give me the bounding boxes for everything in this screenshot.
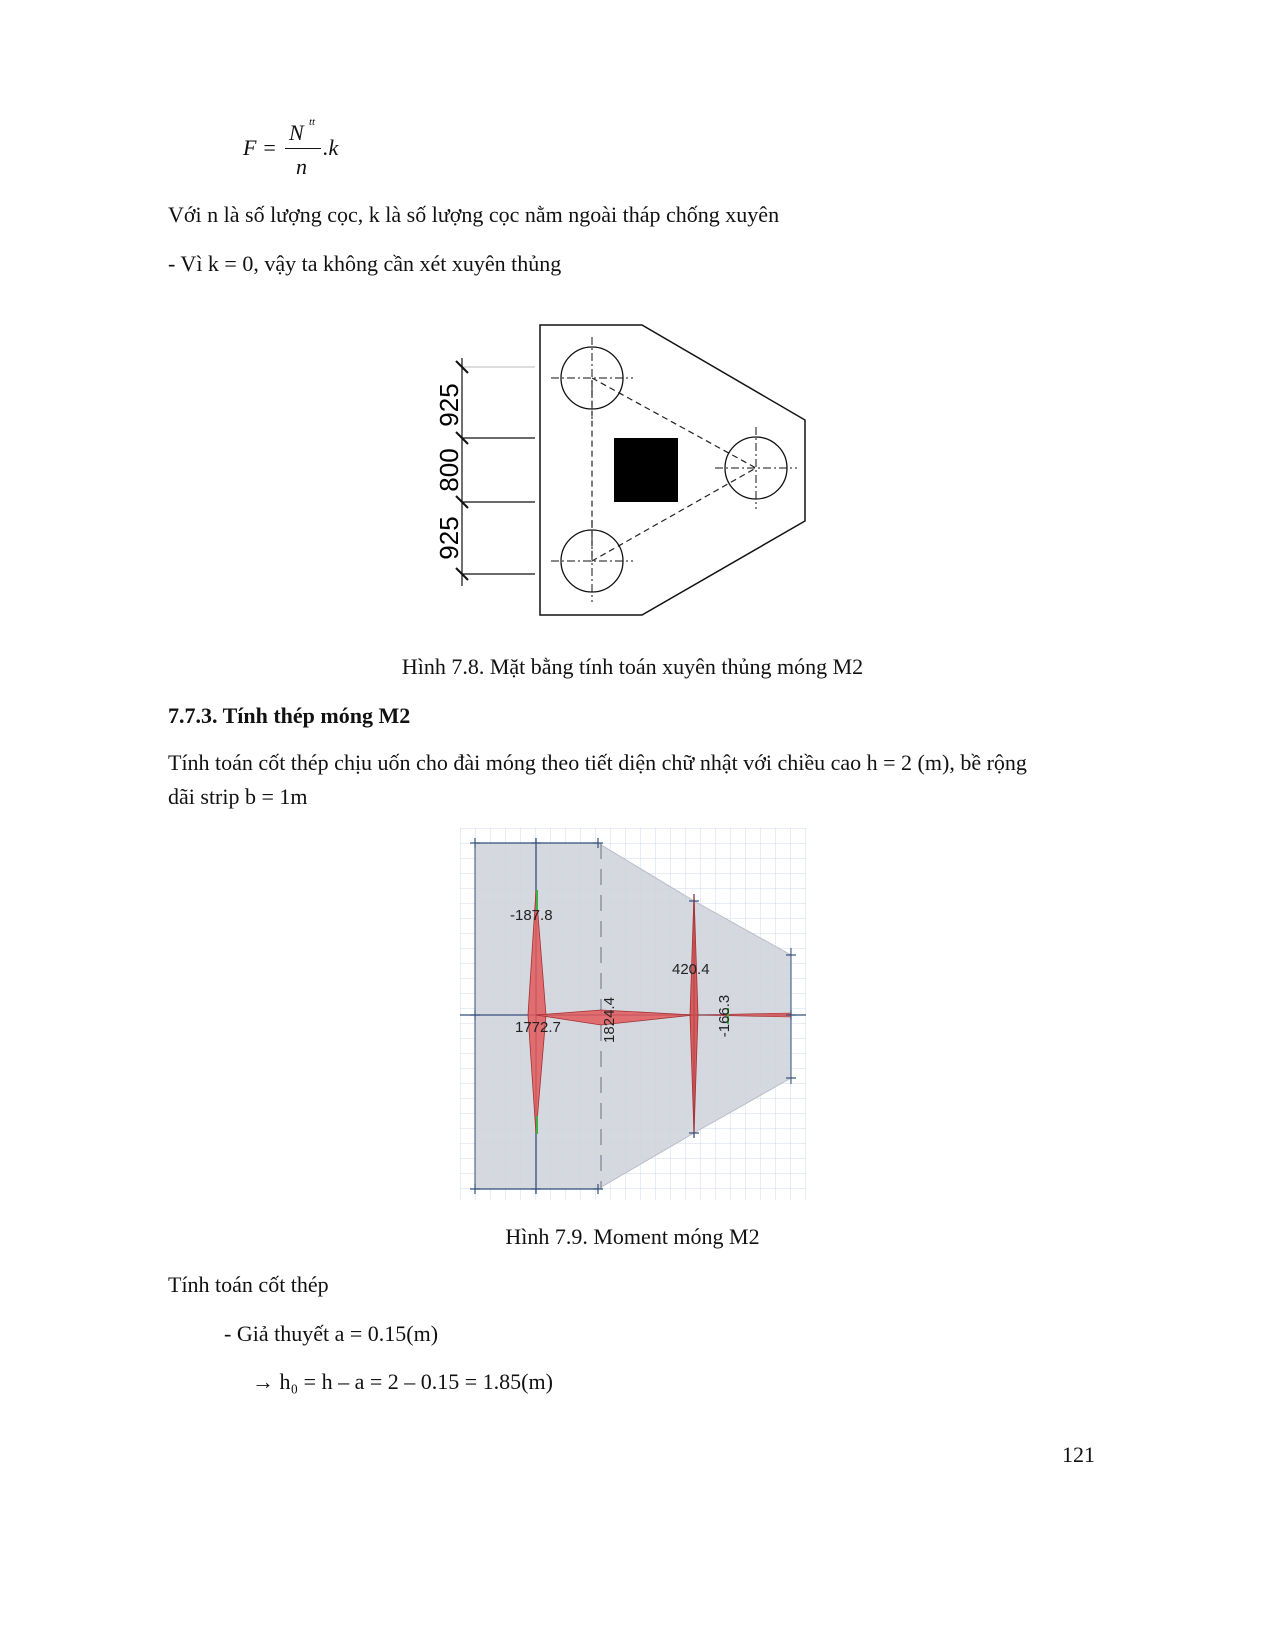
section-heading: 7.7.3. Tính thép móng M2 bbox=[168, 703, 411, 728]
calc-h0: → h₀ = h – a = 2 – 0.15 = 1.85(m) bbox=[252, 1369, 553, 1394]
paragraph-no-punching: - Vì k = 0, vậy ta không cần xét xuyên thủng bbox=[168, 251, 562, 276]
paragraph-pile-count: Với n là số lượng cọc, k là số lượng cọc nằm ngoài tháp chống xuyên bbox=[168, 202, 780, 227]
moment-diagram-figure bbox=[460, 828, 806, 1200]
formula-lhs: F = bbox=[243, 135, 277, 160]
section-paragraph-line1: Tính toán cốt thép chịu uốn cho đài móng theo tiết diện chữ nhật với chiều cao h = 2 (m), bề rộng bbox=[168, 750, 1027, 775]
moment-label-m1: -187.8 bbox=[510, 907, 553, 924]
figure-7-9-caption: Hình 7.9. Moment móng M2 bbox=[505, 1224, 760, 1249]
formula bbox=[243, 118, 363, 178]
moment-label-m4: 420.4 bbox=[672, 961, 710, 978]
pile-right bbox=[715, 427, 797, 509]
dim-top: 925 bbox=[434, 383, 464, 427]
formula-factor: .k bbox=[323, 135, 339, 160]
formula-numerator-sup: tt bbox=[309, 116, 316, 128]
formula-numerator: N bbox=[289, 120, 304, 145]
dim-middle: 800 bbox=[434, 448, 464, 492]
formula-denominator: n bbox=[296, 154, 307, 179]
dim-bottom: 925 bbox=[434, 516, 464, 560]
moment-label-m5: -166.3 bbox=[716, 994, 733, 1038]
calc-assumption: - Giả thuyết a = 0.15(m) bbox=[224, 1321, 439, 1346]
page-number: 121 bbox=[1062, 1442, 1095, 1467]
fraction-bar bbox=[285, 148, 321, 149]
calc-title: Tính toán cốt thép bbox=[168, 1272, 329, 1297]
figure-7-8-caption: Hình 7.8. Mặt bằng tính toán xuyên thủng móng M2 bbox=[401, 654, 864, 679]
moment-label-m3: 1824.4 bbox=[601, 997, 618, 1043]
section-paragraph-line2: dãi strip b = 1m bbox=[168, 784, 308, 809]
column bbox=[614, 438, 678, 502]
punching-plan-figure bbox=[410, 318, 820, 623]
moment-label-m2: 1772.7 bbox=[515, 1019, 561, 1036]
